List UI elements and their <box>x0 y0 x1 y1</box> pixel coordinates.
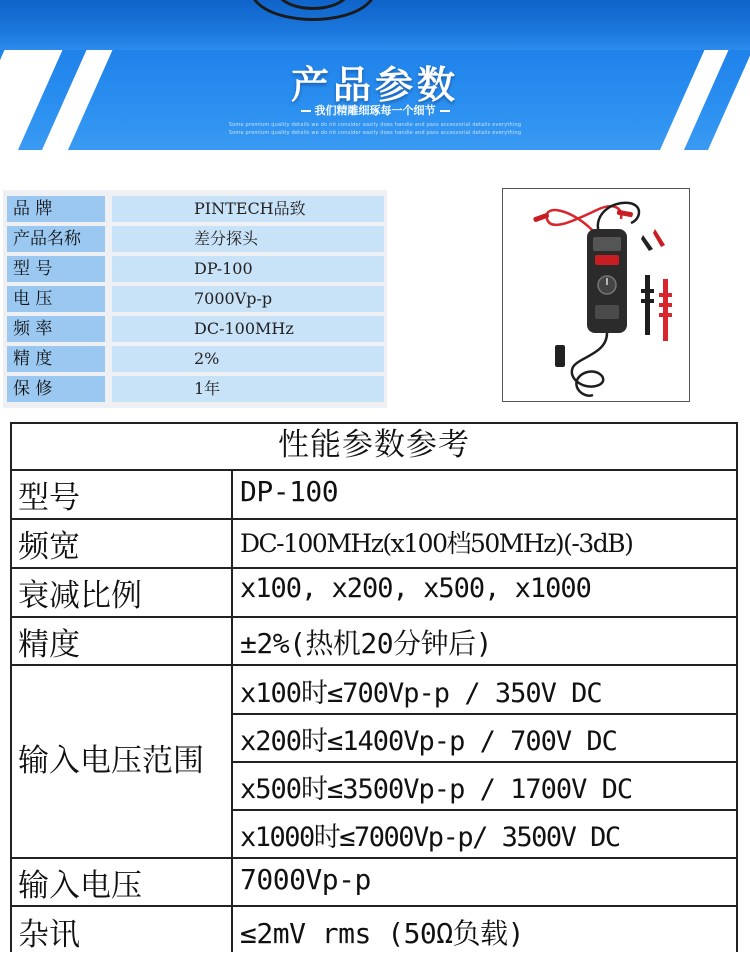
performance-table <box>10 422 738 952</box>
spec-value: 差分探头 <box>112 226 384 252</box>
red-lead <box>547 206 622 233</box>
spec-value: DC-100MHz <box>112 316 384 342</box>
probe-red-panel <box>595 255 619 265</box>
spec-value: DP-100 <box>112 256 384 282</box>
spec-key: 型 号 <box>7 256 105 282</box>
section-banner <box>0 50 750 150</box>
output-cable <box>572 333 607 396</box>
model-label: 型号 <box>18 480 80 516</box>
red-plug <box>617 210 634 218</box>
accuracy-value: ±2%(热机20分钟后) <box>240 627 493 660</box>
product-photo <box>502 188 690 402</box>
spec-key: 电 压 <box>7 286 105 312</box>
performance-title: 性能参数参考 <box>278 427 470 463</box>
red-hook-clip <box>663 279 668 341</box>
differential-probe-illustration <box>503 189 689 401</box>
spec-table <box>3 190 387 408</box>
spec-key: 频 率 <box>7 316 105 342</box>
black-alligator-clip <box>641 235 653 251</box>
spec-key: 品 牌 <box>7 196 105 222</box>
model-value: DP-100 <box>240 475 339 508</box>
input-range-label: 输入电压范围 <box>18 743 204 779</box>
noise-value: ≤2mV rms (50Ω负载) <box>240 917 525 950</box>
spec-value: PINTECH品致 <box>112 196 384 222</box>
input-range-value: x500时≤3500Vp-p / 1700V DC <box>240 774 633 805</box>
spec-value: 7000Vp-p <box>112 286 384 312</box>
noise-label: 杂讯 <box>18 917 80 953</box>
bnc-connector <box>555 345 565 367</box>
attenuation-value: x100, x200, x500, x1000 <box>240 573 591 604</box>
banner-subtitle <box>0 102 750 118</box>
probe-spec-plate <box>595 305 619 319</box>
input-voltage-value: 7000Vp-p <box>240 863 371 896</box>
header-top-strip <box>0 0 750 50</box>
input-range-value: x100时≤700Vp-p / 350V DC <box>240 678 602 709</box>
banner-subtitle-text: 我们精雕细琢每一个细节 <box>314 104 436 117</box>
spec-value: 2% <box>112 346 384 372</box>
spec-key: 精 度 <box>7 346 105 372</box>
black-hook-clip <box>645 275 650 335</box>
attenuation-label: 衰减比例 <box>18 578 142 614</box>
accuracy-label: 精度 <box>18 627 80 663</box>
banner-title: 产品参数 <box>290 63 459 107</box>
red-alligator-clip <box>653 229 665 247</box>
bandwidth-label: 频宽 <box>18 529 80 565</box>
bandwidth-value: DC-100MHz(x100档50MHz)(-3dB) <box>240 529 633 558</box>
input-range-value: x200时≤1400Vp-p / 700V DC <box>240 726 617 757</box>
input-voltage-label: 输入电压 <box>18 868 142 904</box>
input-range-value: x1000时≤7000Vp-p/ 3500V DC <box>240 822 620 853</box>
banner-fine-print-1: Some premium quality details we do nit consider easily does handle and pass accessorial details everything <box>228 122 522 128</box>
spec-value: 1年 <box>112 376 384 402</box>
spec-key: 保 修 <box>7 376 105 402</box>
probe-label-panel <box>593 237 621 251</box>
spec-key: 产品名称 <box>7 226 105 252</box>
banner-fine-print-2: Some premium quality details we do nit consider easily does handle and pass accessorial details everything <box>228 130 522 136</box>
